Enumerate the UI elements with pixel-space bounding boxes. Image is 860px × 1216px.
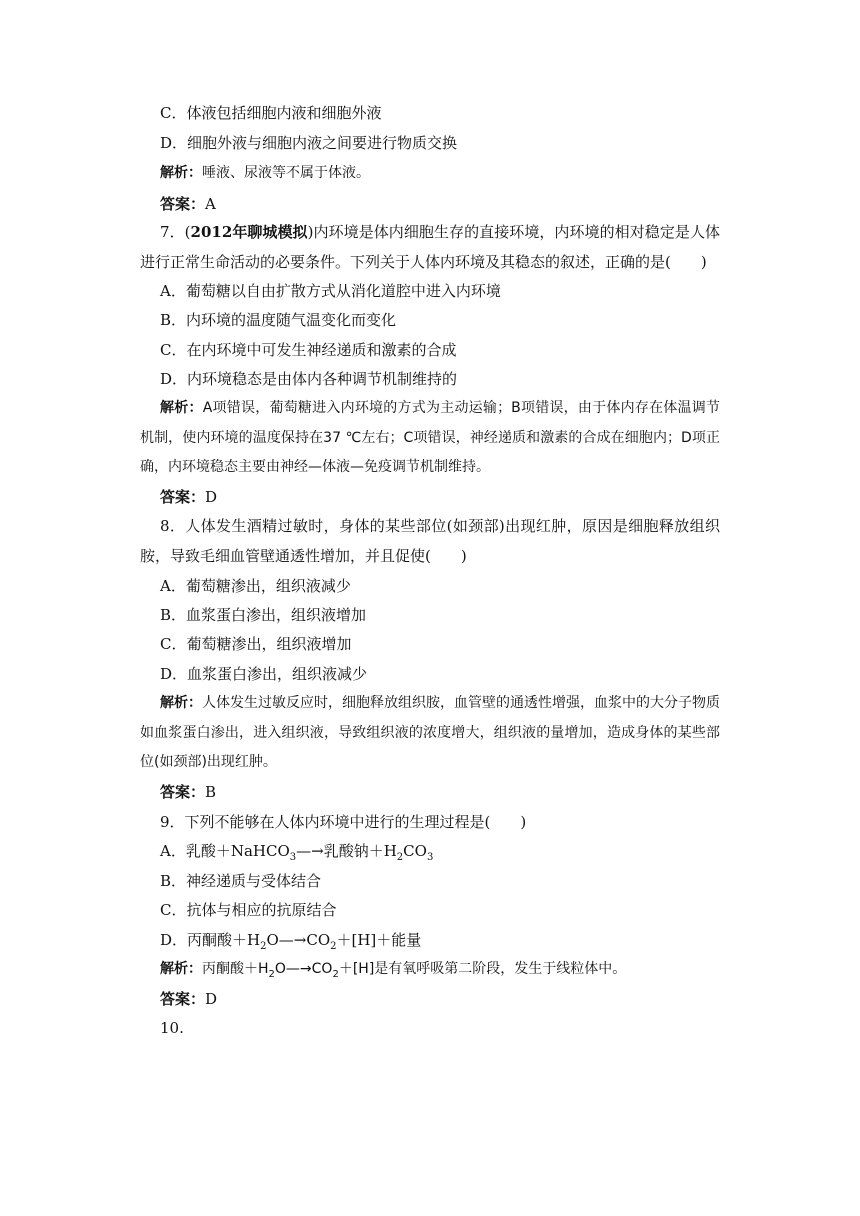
- q8-option-a: A．葡萄糖渗出，组织液减少: [160, 577, 351, 595]
- answer-label: 答案：: [160, 990, 206, 1008]
- question-text: 8．人体发生酒精过敏时，身体的某些部位(如颈部)出现红肿，原因是细胞释放组织胺，导致毛细血管壁通透性增加，并且促使( ): [140, 517, 720, 565]
- subscript: 3: [289, 852, 297, 863]
- question-8: [140, 512, 720, 571]
- explanation-7: [140, 394, 720, 483]
- explanation-text: 唾液、尿液等不属于体液。: [202, 165, 370, 181]
- question-10: 10.: [160, 1019, 184, 1037]
- formula-part: ＋[H]＋能量: [336, 931, 422, 949]
- answer-value: D: [205, 488, 218, 506]
- q7-option-b: B．内环境的温度随气温变化而变化: [160, 311, 397, 329]
- answer-value: A: [205, 195, 216, 213]
- explanation-9: [160, 959, 720, 979]
- answer-7: [160, 487, 720, 507]
- explanation-label: 解析：: [160, 695, 202, 711]
- answer-value: B: [205, 783, 217, 801]
- answer-label: 答案：: [160, 195, 206, 213]
- q9-option-b: B．神经递质与受体结合: [160, 872, 322, 890]
- q7-option-a: A．葡萄糖以自由扩散方式从消化道腔中进入内环境: [160, 282, 501, 300]
- subscript: 2: [260, 941, 267, 952]
- question-9: 9．下列不能够在人体内环境中进行的生理过程是( ): [160, 813, 527, 831]
- question-number: 7．(: [160, 223, 191, 241]
- answer-9: [160, 989, 720, 1009]
- explanation-text: A项错误，葡萄糖进入内环境的方式为主动运输；B项错误，由于体内存在体温调节机制，使内环境的温度保持在37 ℃左右；C项错误，神经递质和激素的合成在细胞内；D项正确，内环境稳态主要由神经—体液—免疫调节机制维持。: [140, 400, 720, 475]
- q9-option-c: C．抗体与相应的抗原结合: [160, 901, 337, 919]
- subscript: 2: [332, 968, 339, 980]
- explanation-text: 人体发生过敏反应时，细胞释放组织胺，血管壁的通透性增强，血浆中的大分子物质如血浆蛋白渗出，进入组织液，导致组织液的浓度增大，组织液的量增加，造成身体的某些部位(如颈部)出现红肿。: [140, 695, 720, 770]
- formula-part: 丙酮酸＋H: [202, 961, 269, 977]
- formula-part: —→乳酸钠＋H: [296, 842, 397, 860]
- formula-part: O—→CO: [274, 961, 333, 977]
- explanation-label: 解析：: [160, 400, 203, 416]
- option-c: C．体液包括细胞内液和细胞外液: [160, 104, 382, 122]
- q9-option-d: [160, 930, 720, 950]
- question-7: [140, 218, 720, 277]
- q8-option-c: C．葡萄糖渗出，组织液增加: [160, 635, 352, 653]
- answer-8: [160, 782, 720, 802]
- q7-option-d: D．内环境稳态是由体内各种调节机制维持的: [160, 370, 458, 388]
- question-source: 2012年聊城模拟: [190, 223, 308, 241]
- answer-value: D: [205, 990, 218, 1008]
- q8-option-d: D．血浆蛋白渗出，组织液减少: [160, 665, 368, 683]
- answer-label: 答案：: [160, 783, 206, 801]
- explanation-6: [160, 163, 720, 183]
- question-text: )内环境是体内细胞生存的直接环境，内环境的相对稳定是人体进行正常生命活动的必要条件。下列关于人体内环境及其稳态的叙述，正确的是( ): [140, 223, 720, 271]
- answer-label: 答案：: [160, 488, 206, 506]
- formula-part: A．乳酸＋NaHCO: [160, 842, 290, 860]
- answer-6: [160, 194, 720, 214]
- subscript: 2: [268, 968, 275, 980]
- q8-option-b: B．血浆蛋白渗出，组织液增加: [160, 606, 367, 624]
- q9-option-a: [160, 841, 720, 861]
- explanation-text: ＋[H]是有氧呼吸第二阶段，发生于线粒体中。: [338, 961, 627, 977]
- explanation-label: 解析：: [160, 961, 202, 977]
- explanation-8: [140, 689, 720, 778]
- subscript: 2: [396, 852, 404, 863]
- subscript: 2: [330, 941, 337, 952]
- formula-part: O—→CO: [266, 931, 331, 949]
- explanation-label: 解析：: [160, 165, 202, 181]
- option-d: D．细胞外液与细胞内液之间要进行物质交换: [160, 134, 458, 152]
- formula-part: D．丙酮酸＋H: [160, 931, 261, 949]
- formula-part: CO: [403, 842, 427, 860]
- q7-option-c: C．在内环境中可发生神经递质和激素的合成: [160, 341, 457, 359]
- subscript: 3: [426, 852, 434, 863]
